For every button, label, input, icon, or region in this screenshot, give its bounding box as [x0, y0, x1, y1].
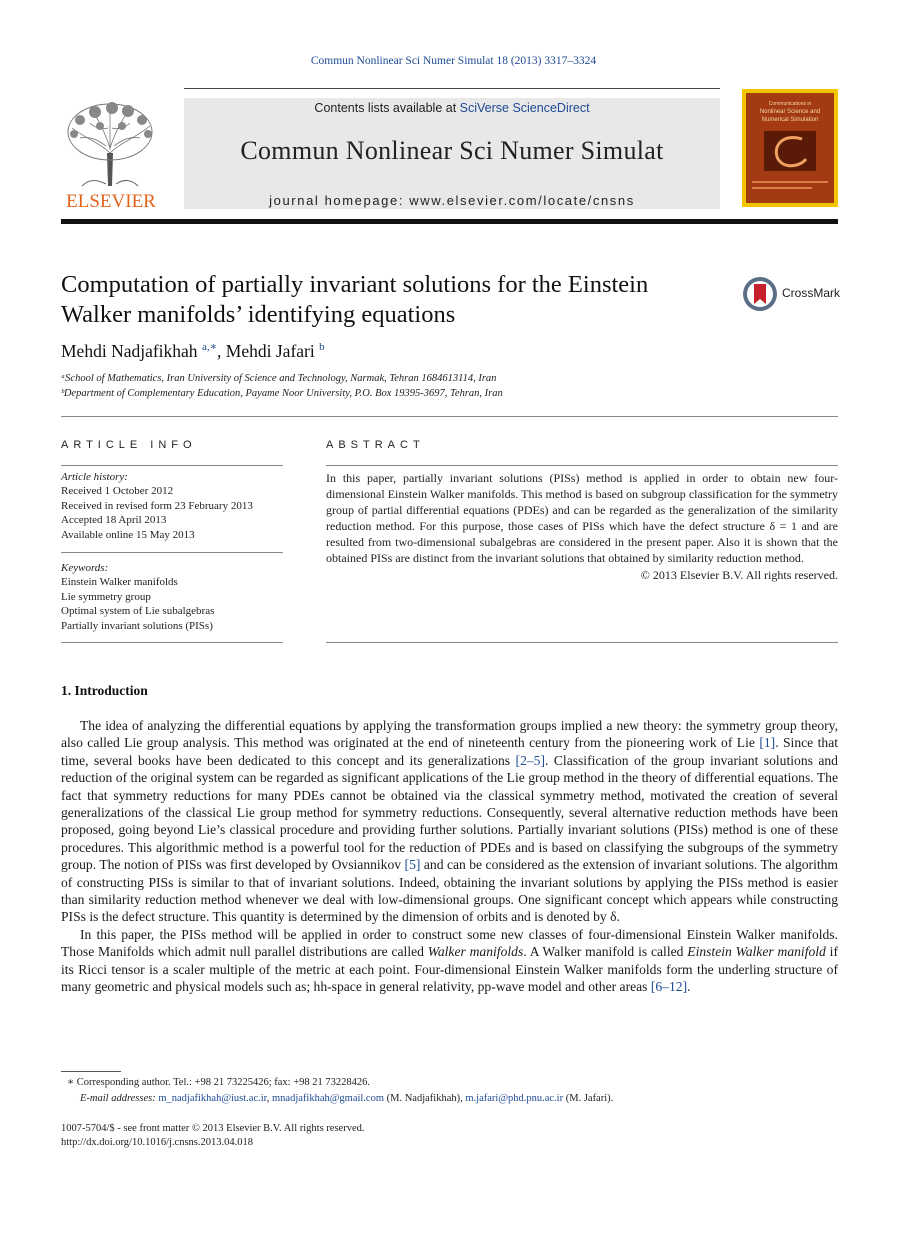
- crossmark-icon: [742, 276, 778, 312]
- divider: [61, 642, 283, 643]
- footnote-corresponding: ∗ Corresponding author. Tel.: +98 21 73225426; fax: +98 21 73228426.: [67, 1077, 370, 1088]
- abstract-heading: ABSTRACT: [326, 439, 425, 451]
- email-link[interactable]: m.jafari@phd.pnu.ac.ir: [465, 1093, 564, 1104]
- cover-line-3: Numerical Simulation: [761, 117, 819, 123]
- author-separator: ,: [217, 340, 226, 361]
- keywords-label: Keywords:: [61, 562, 109, 574]
- keyword-item: Optimal system of Lie subalgebras: [61, 605, 215, 618]
- text-run: . Classification of the group invariant solutions and reduction of the original system can be regarded as significant applications of the Lie group method in the theory of differential equations. The fact that symmetry reductions for many PDEs cannot be obtained via the classical symmetry method, motivated the creation of several generalizations of the classical Lie group method for symmetry reductions. Consequently, several alternative reduction methods have been proposed, going beyond Lie’s classical procedure and providing further solutions. Partially invariant solutions (PISs) method is one of these procedures. This algorithmic method is a powerful tool for the reduction of PDEs and is based on classifying the subgroups of the symmetry group. The notion of PISs was first developed by Ovsiannikov: [61, 752, 838, 873]
- divider: [61, 552, 283, 553]
- divider: [61, 416, 838, 417]
- header-rule: [61, 219, 838, 224]
- history-label: Article history:: [61, 471, 128, 483]
- text-run: .: [687, 979, 691, 995]
- keyword-item: Partially invariant solutions (PISs): [61, 619, 213, 632]
- affiliation-b: ᵇDepartment of Complementary Education, Payame Noor University, P.O. Box 19395-3697, Tehran, Iran: [61, 388, 503, 399]
- text-run: if its Ricci tensor is a scaler multiple of the metric at each point. Four-dimensional Einstein Walker manifolds form the underling structure of many geometric and physical models such as; hh-space in general relativity, pp-wave model and other areas: [61, 944, 838, 995]
- divider: [61, 465, 283, 466]
- paragraph: [61, 717, 838, 926]
- reference-link[interactable]: [6–12]: [650, 979, 688, 995]
- journal-title: Commun Nonlinear Sci Numer Simulat: [240, 136, 664, 165]
- text-run: The idea of analyzing the differential equations by applying the transformation groups implied a new theory: the symmetry group theory, also called Lie group analysis. This method was originated at the end of nineteenth century from the pioneering work of Lie: [61, 718, 838, 751]
- reference-link[interactable]: [2–5]: [515, 752, 545, 768]
- paragraph: [61, 926, 838, 996]
- reference-link[interactable]: [1]: [759, 735, 776, 751]
- doi-link[interactable]: http://dx.doi.org/10.1016/j.cnsns.2013.04.018: [61, 1137, 254, 1148]
- divider: [326, 465, 838, 466]
- keyword-item: Einstein Walker manifolds: [61, 576, 178, 589]
- abstract-copyright: © 2013 Elsevier B.V. All rights reserved.: [640, 567, 838, 582]
- article-history: [61, 470, 283, 542]
- emphasis: Walker manifolds: [427, 944, 524, 960]
- email-owner: (M. Jafari).: [563, 1093, 614, 1104]
- history-received: Received 1 October 2012: [61, 485, 174, 498]
- divider: [326, 642, 838, 643]
- journal-citation[interactable]: Commun Nonlinear Sci Numer Simulat 18 (2013) 3317–3324: [310, 55, 597, 67]
- email-label: E-mail addresses:: [80, 1093, 159, 1104]
- author-name: Mehdi Nadjafikhah: [61, 340, 198, 361]
- email-link[interactable]: m_nadjafikhah@iust.ac.ir: [158, 1093, 267, 1104]
- author-affiliation-mark[interactable]: a,∗: [201, 341, 218, 353]
- crossmark-label: CrossMark: [782, 286, 841, 300]
- text-run: . Since that time, several books have been dedicated to this concept and its generalizations: [61, 735, 839, 768]
- journal-homepage[interactable]: journal homepage: www.elsevier.com/locate/cnsns: [269, 193, 635, 208]
- crossmark-badge[interactable]: [742, 276, 842, 312]
- history-revised: Received in revised form 23 February 2013: [61, 499, 253, 512]
- abstract-text: In this paper, partially invariant solutions (PISs) method is applied in order to obtain new four-dimensional Einstein Walker manifolds. This method is based on subgroup classification for the symmetry group of partial differential equations (PDEs) and can be regarded as the generalization of the similarity reduction method. For this purpose, those cases of PISs which have the defect structure δ = 1 and are resulted from two-dimensional subalgebras are considered in the present paper. Also it is shown that the obtained PISs are distinct from the invariant solutions that obtained by similarity reduction method.: [326, 471, 838, 566]
- elsevier-logo: [60, 98, 162, 210]
- sciencedirect-link[interactable]: SciVerse ScienceDirect: [459, 101, 590, 115]
- affiliation-a: ᵃSchool of Mathematics, Iran University of Science and Technology, Narmak, Tehran 1684613114, Iran: [61, 373, 497, 384]
- author-list: [61, 340, 325, 362]
- abstract-body: [326, 470, 838, 583]
- cover-line-1: Communications in: [768, 101, 812, 107]
- journal-cover-image: [742, 89, 838, 207]
- contents-line: [184, 101, 720, 115]
- footnote-emails: [61, 1091, 857, 1107]
- text-run: and can be considered as the extension of invariant solutions. The algorithm of constructing PISs is similar to that of invariant solutions. Indeed, obtaining the invariant solutions by applying the PISs method is easier than similarity reduction method whenever we deal with low-dimensional groups. One significant concept which appears while constructing PISs is the defect structure. This quantity is determined by the dimension of orbits and is denoted by δ.: [61, 857, 838, 925]
- emphasis: Einstein Walker manifold: [687, 944, 826, 960]
- history-accepted: Accepted 18 April 2013: [61, 514, 167, 527]
- keyword-item: Lie symmetry group: [61, 590, 151, 603]
- author-name: Mehdi Jafari: [225, 340, 315, 361]
- elsevier-tree-icon: [60, 98, 162, 210]
- banner-top-rule: [184, 88, 720, 89]
- contents-prefix: Contents lists available at: [314, 101, 460, 115]
- author-affiliation-mark[interactable]: b: [319, 341, 325, 353]
- cover-line-2: Nonlinear Science and: [759, 109, 821, 115]
- email-owner: (M. Nadjafikhah),: [384, 1093, 466, 1104]
- keywords: [61, 561, 283, 633]
- reference-link[interactable]: [5]: [404, 857, 421, 873]
- journal-cover: [742, 89, 838, 207]
- text-run: . A Walker manifold is called: [523, 944, 688, 960]
- elsevier-wordmark: ELSEVIER: [66, 191, 156, 210]
- text-run: In this paper, the PISs method will be applied in order to construct some new classes of four-dimensional Einstein Walker manifolds. Those Manifolds which admit null parallel distributions are called: [61, 926, 838, 960]
- email-separator: ,: [266, 1093, 272, 1104]
- email-link[interactable]: mnadjafikhah@gmail.com: [272, 1093, 385, 1104]
- history-online: Available online 15 May 2013: [61, 528, 195, 541]
- article-info-heading: ARTICLE INFO: [61, 439, 197, 451]
- footnote-rule: [61, 1071, 121, 1072]
- issn-line: 1007-5704/$ - see front matter © 2013 Elsevier B.V. All rights reserved.: [61, 1123, 365, 1134]
- intro-body: [61, 717, 838, 996]
- section-heading: 1. Introduction: [61, 683, 148, 698]
- article-title: Computation of partially invariant solutions for the Einstein Walker manifolds’ identifying equations: [61, 271, 649, 328]
